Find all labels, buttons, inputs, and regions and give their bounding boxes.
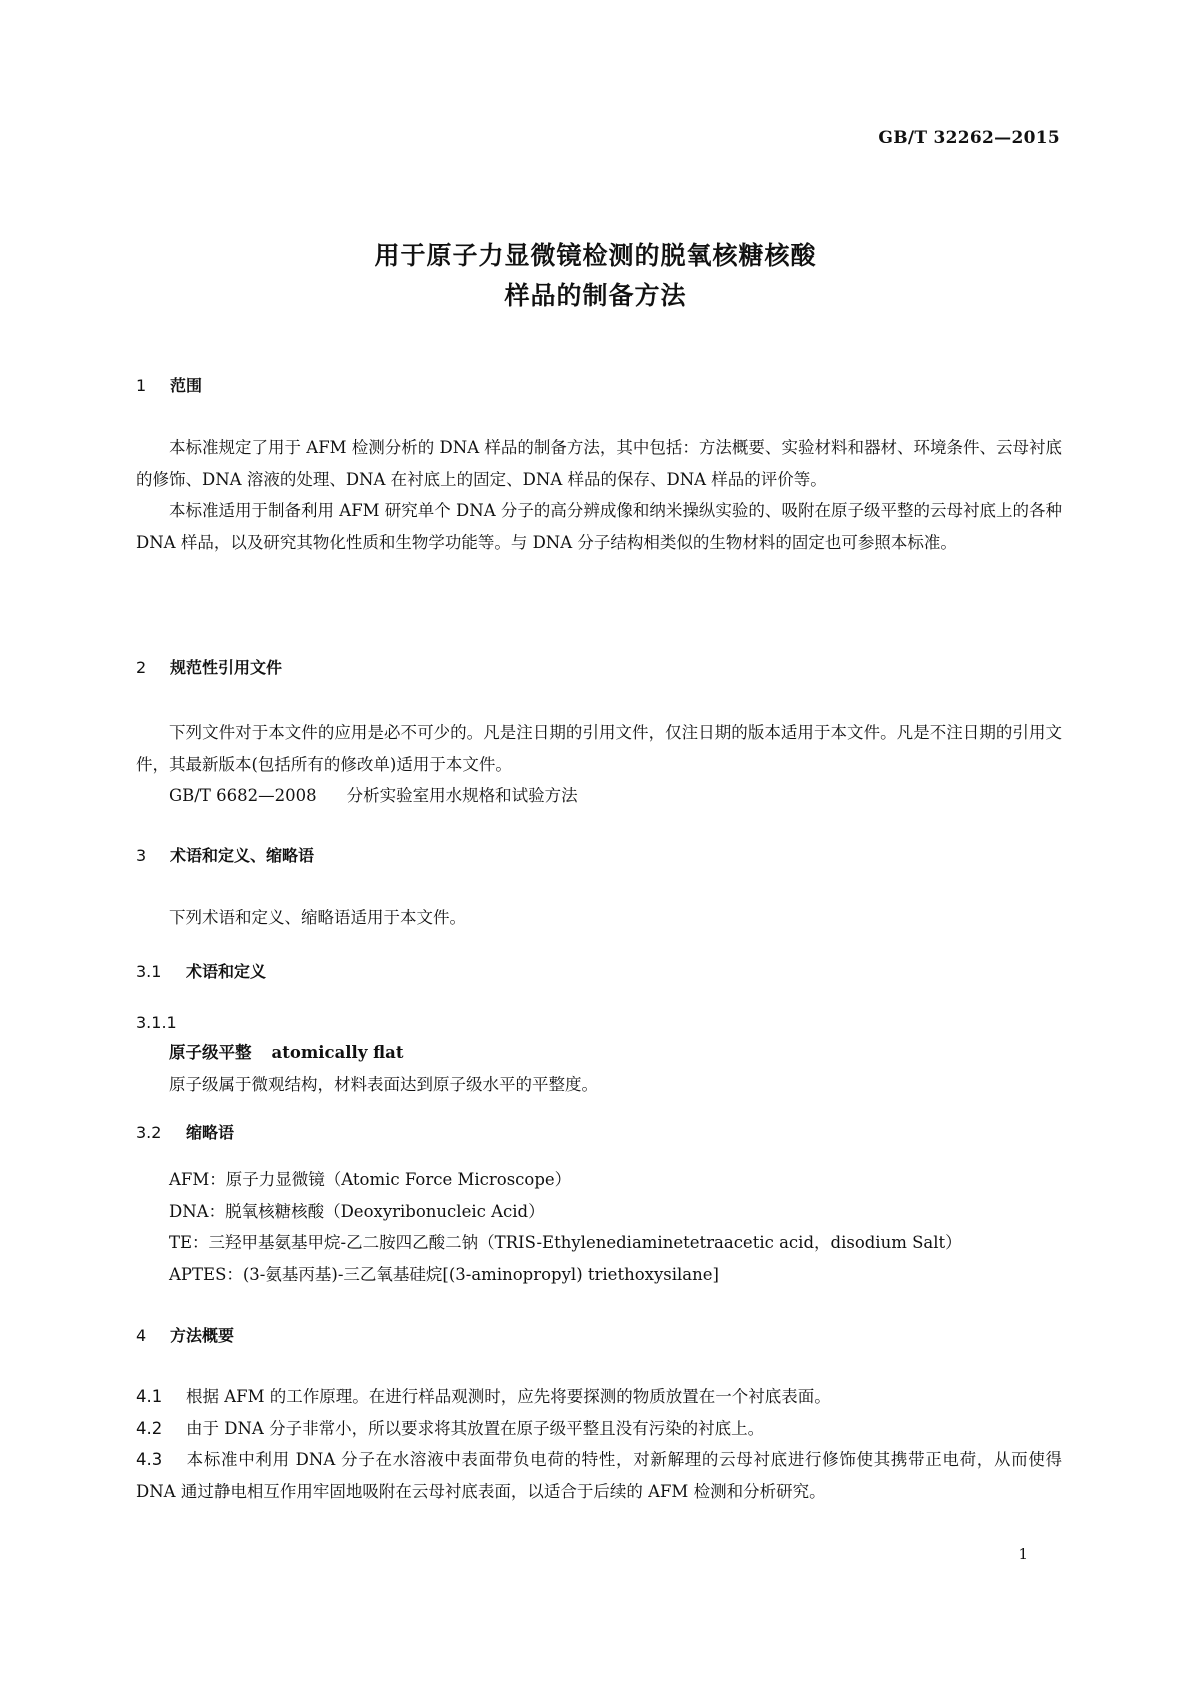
reference-code: GB/T 6682—2008 bbox=[169, 786, 317, 805]
abbreviation-item: APTES：(3-氨基丙基)-三乙氧基硅烷[(3-aminopropyl) triethoxysilane] bbox=[169, 1264, 719, 1284]
section-4-body bbox=[136, 1381, 1062, 1507]
paragraph: 本标准适用于制备利用 AFM 研究单个 DNA 分子的高分辨成像和纳米操纵实验的、吸附在原子级平整的云母衬底上的各种 DNA 样品，以及研究其物化性质和生物学功能等。与 DNA 分子结构相类似的生物材料的固定也可参照本标准。 bbox=[136, 501, 1062, 552]
section-1-body bbox=[136, 432, 1062, 558]
subsection-title: 术语和定义 bbox=[186, 962, 267, 981]
section-3-heading bbox=[136, 844, 314, 868]
term-english: atomically flat bbox=[271, 1043, 404, 1062]
reference-title: 分析实验室用水规格和试验方法 bbox=[346, 786, 578, 805]
document-title bbox=[0, 236, 1191, 316]
paragraph: 本标准规定了用于 AFM 检测分析的 DNA 样品的制备方法，其中包括：方法概要、实验材料和器材、环境条件、云母衬底的修饰、DNA 溶液的处理、DNA 在衬底上的固定、DNA 样品的保存、DNA 样品的评价等。 bbox=[136, 438, 1062, 489]
title-line-2: 样品的制备方法 bbox=[504, 281, 687, 310]
section-number: 4 bbox=[136, 1326, 147, 1345]
clause-text: 本标准中利用 DNA 分子在水溶液中表面带负电荷的特性，对新解理的云母衬底进行修饰使其携带正电荷，从而使得 DNA 通过静电相互作用牢固地吸附在云母衬底表面，以适合于后续的 AFM 检测和分析研究。 bbox=[136, 1450, 1062, 1501]
clause-4-3 bbox=[136, 1444, 1062, 1507]
subsection-3-2-heading bbox=[136, 1121, 234, 1145]
clause-4-1 bbox=[136, 1381, 1062, 1413]
section-title: 范围 bbox=[170, 376, 203, 395]
section-1-heading bbox=[136, 374, 202, 398]
reference-entry bbox=[136, 780, 1062, 812]
section-2-body bbox=[136, 717, 1062, 812]
clause-number: 4.2 bbox=[136, 1418, 163, 1438]
clause-number: 4.1 bbox=[136, 1387, 163, 1406]
subsection-title: 缩略语 bbox=[186, 1123, 235, 1142]
clause-text: 根据 AFM 的工作原理。在进行样品观测时，应先将要探测的物质放置在一个衬底表面。 bbox=[186, 1387, 831, 1406]
term-entry bbox=[136, 1037, 1062, 1069]
section-number: 2 bbox=[136, 658, 147, 677]
section-4-heading bbox=[136, 1324, 234, 1348]
section-title: 方法概要 bbox=[170, 1326, 235, 1345]
subsection-number: 3.2 bbox=[136, 1123, 162, 1142]
standard-number: GB/T 32262—2015 bbox=[878, 128, 1060, 148]
section-number: 3 bbox=[136, 846, 147, 865]
term-definition: 原子级属于微观结构，材料表面达到原子级水平的平整度。 bbox=[169, 1074, 598, 1094]
paragraph: 下列术语和定义、缩略语适用于本文件。 bbox=[169, 908, 466, 927]
term-chinese: 原子级平整 bbox=[169, 1043, 252, 1062]
abbreviation-item: DNA：脱氧核糖核酸（Deoxyribonucleic Acid） bbox=[169, 1201, 545, 1221]
title-line-1: 用于原子力显微镜检测的脱氧核糖核酸 bbox=[374, 241, 817, 270]
paragraph: 下列文件对于本文件的应用是必不可少的。凡是注日期的引用文件，仅注日期的版本适用于本文件。凡是不注日期的引用文件，其最新版本(包括所有的修改单)适用于本文件。 bbox=[136, 723, 1062, 774]
subsection-number: 3.1 bbox=[136, 962, 162, 981]
term-3-1-1 bbox=[136, 1037, 1062, 1100]
abbreviation-item: AFM：原子力显微镜（Atomic Force Microscope） bbox=[169, 1170, 572, 1189]
section-2-heading bbox=[136, 656, 282, 680]
page-number: 1 bbox=[1018, 1545, 1028, 1563]
subsection-3-1-heading bbox=[136, 960, 266, 984]
clause-text: 由于 DNA 分子非常小，所以要求将其放置在原子级平整且没有污染的衬底上。 bbox=[186, 1418, 765, 1438]
clause-number: 4.3 bbox=[136, 1450, 163, 1469]
section-number: 1 bbox=[136, 376, 147, 395]
term-3-1-1-number bbox=[136, 1011, 177, 1035]
abbreviation-list bbox=[136, 1164, 1062, 1290]
clause-4-2 bbox=[136, 1413, 1062, 1445]
term-number: 3.1.1 bbox=[136, 1013, 177, 1032]
section-title: 规范性引用文件 bbox=[170, 658, 283, 677]
abbreviation-item: TE：三羟甲基氨基甲烷-乙二胺四乙酸二钠（TRIS-Ethylenediaminetetraacetic acid，disodium Salt） bbox=[169, 1233, 962, 1252]
section-title: 术语和定义、缩略语 bbox=[170, 846, 315, 865]
section-3-intro bbox=[136, 902, 1062, 934]
